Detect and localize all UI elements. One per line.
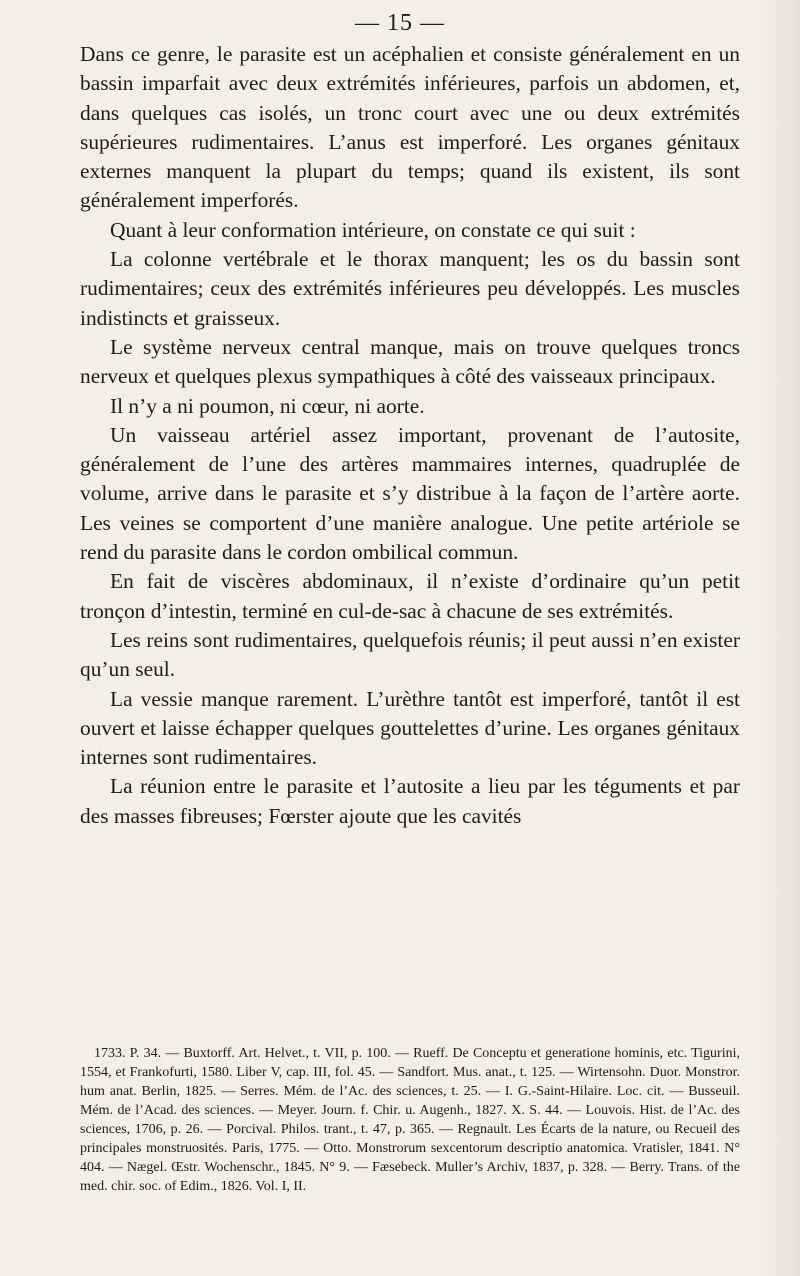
body-text (80, 40, 740, 831)
page-fold-shadow (760, 0, 800, 1276)
paragraph: Un vaisseau artériel assez important, provenant de l’autosite, généralement de l’une des artères mammaires internes, quadruplée de volume, arrive dans le parasite et s’y distribue à la façon de l’artère aorte. Les veines se comportent d’une manière analogue. Une petite artériole se rend du parasite dans le cordon ombilical commun. (80, 422, 740, 565)
paragraph: La vessie manque rarement. L’urèthre tantôt est imperforé, tantôt il est ouvert et laisse échapper quelques gouttelettes d’urine. Les organes génitaux internes sont rudimentaires. (80, 686, 740, 770)
bibliography-footnote (80, 1044, 740, 1196)
paragraph: La réunion entre le parasite et l’autosite a lieu par les téguments et par des masses fibreuses; Fœrster ajoute que les cavités (80, 774, 740, 828)
paragraph: La colonne vertébrale et le thorax manquent; les os du bassin sont rudimentaires; ceux des extrémités inférieures peu développés. Les muscles indistincts et graisseux. (80, 247, 740, 330)
paragraph: Le système nerveux central manque, mais on trouve quelques troncs nerveux et quelques plexus sympathiques à côté des vaisseaux principaux. (80, 334, 740, 389)
page-number: — 15 — (355, 10, 445, 36)
paragraph: Les reins sont rudimentaires, quelquefois réunis; il peut aussi n’en exister qu’un seul. (80, 627, 740, 682)
paragraph: Quant à leur conformation intérieure, on constate ce qui suit : (110, 217, 636, 242)
footnote-text: 1733. P. 34. — Buxtorff. Art. Helvet., t. VII, p. 100. — Rueff. De Conceptu et generatione hominis, etc. Tigurini, 1554, et Frankofurti, 1580. Liber V, cap. III, fol. 45. — Sandfort. Mus. anat., t. 125. — Wirtensohn. Duor. Monstror. hum anat. Berlin, 1825. — Serres. Mém. de l’Ac. des sciences, t. 25. — I. G.-Saint-Hilaire. Loc. cit. — Busseuil. Mém. de l’Acad. des sciences. — Meyer. Journ. f. Chir. u. Augenh., 1827. X. S. 44. — Louvois. Hist. de l’Ac. des sciences, 1706, p. 26. — Porcival. Philos. trant., t. 47, p. 365. — Regnault. Les Écarts de la nature, ou Recueil des principales monstruosités. Paris, 1775. — Otto. Monstrorum sexcentorum descriptio anatomica. Vratisler, 1841. N° 404. — Nægel. Œstr. Wochenschr., 1845. N° 9. — Fæsebeck. Muller’s Archiv, 1837, p. 328. — Berry. Trans. of the med. chir. soc. of Edim., 1826. Vol. I, II. (80, 1046, 740, 1194)
paragraph: Dans ce genre, le parasite est un acéphalien et consiste généralement en un bassin imparfait avec deux extrémités inférieures, parfois un abdomen, et, dans quelques cas isolés, un tronc court avec une ou deux extrémités supérieures rudimentaires. L’anus est imperforé. Les organes génitaux externes manquent la plupart du temps; quand ils existent, ils sont généralement imperforés. (80, 42, 740, 213)
paragraph: En fait de viscères abdominaux, il n’existe d’ordinaire qu’un petit tronçon d’intestin, terminé en cul-de-sac à chacune de ses extrémités. (80, 569, 740, 623)
paragraph: Il n’y a ni poumon, ni cœur, ni aorte. (110, 393, 425, 418)
